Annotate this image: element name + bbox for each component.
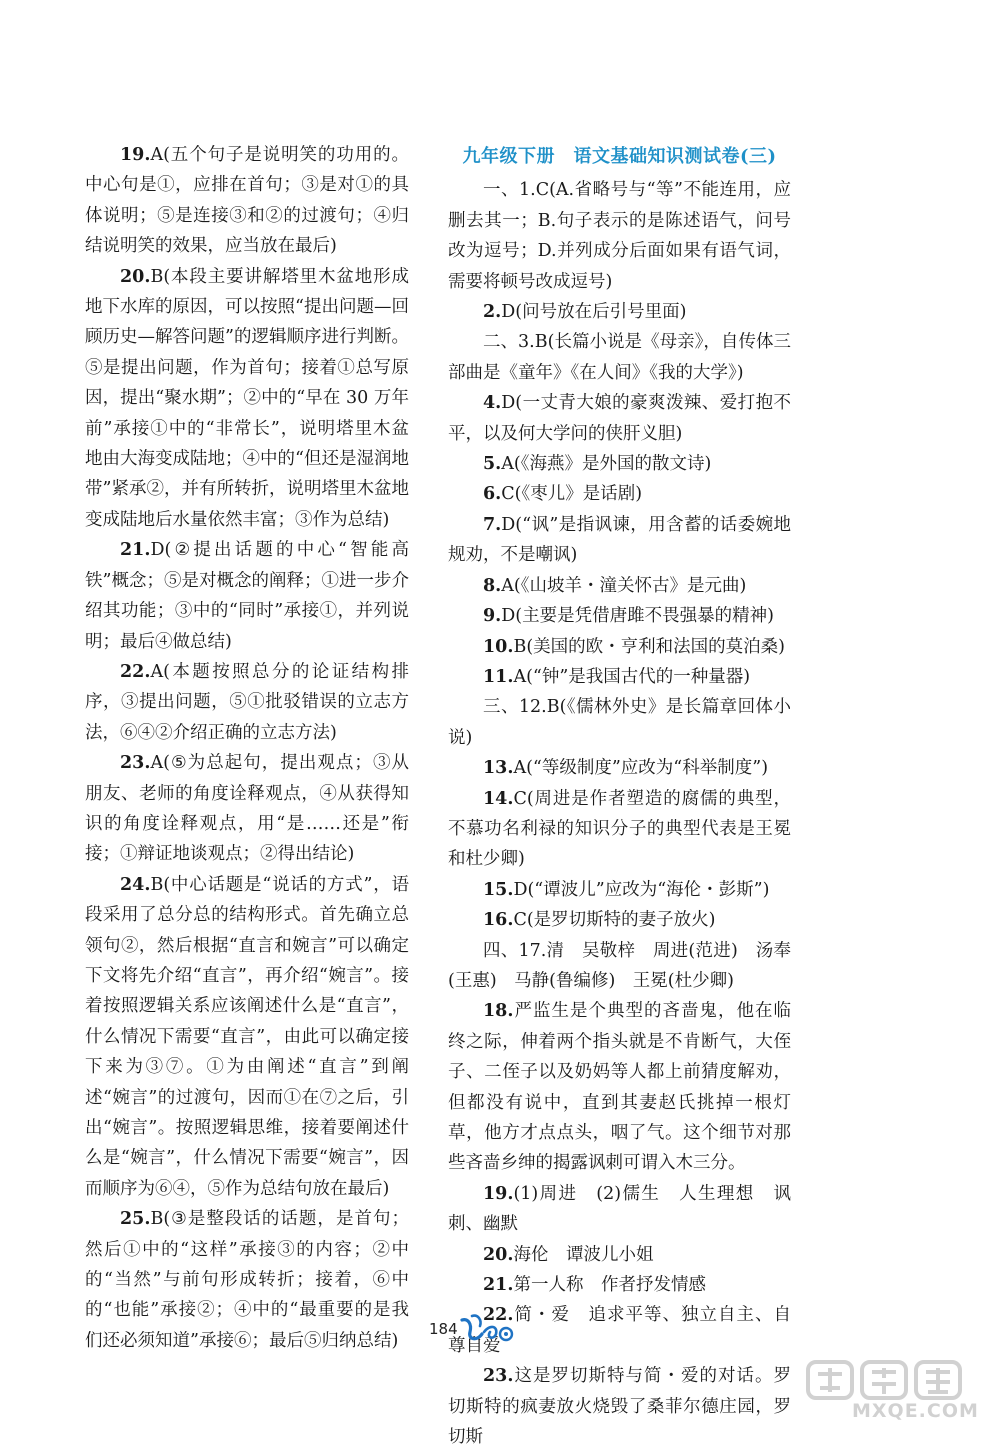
answer-para-r13: 13.A(“等级制度”应改为“科举制度”) [483, 758, 769, 779]
answer-para-r19: 19.(1)周进 (2)儒生 人生理想 讽刺、幽默 [448, 1183, 791, 1235]
answer-para-25: 25.B(③是整段话的话题，是首句；然后①中的“这样”承接③的内容；②中的“当然”与前句形成转折；接着，⑥中的“也能”承接②；④中的“最重要的是我们还必须知道”承接⑥；最后⑤归纳总结) [85, 1209, 409, 1351]
answer-para-r5: 5.A(《海燕》是外国的散文诗) [483, 454, 712, 475]
answer-para-r3: 二、3.B(长篇小说是《母亲》，自传体三部曲是《童年》《在人间》《我的大学》) [448, 332, 791, 383]
answer-para-r20: 20.海伦 谭波儿小姐 [483, 1244, 654, 1265]
answer-para-r7: 7.D(“讽”是指讽谏，用含蓄的话委婉地规劝，不是嘲讽) [448, 514, 791, 566]
answer-para-r14: 14.C(周进是作者塑造的腐儒的典型，不慕功名利禄的知识分子的典型代表是王冕和杜少卿) [448, 788, 791, 870]
answer-para-22: 22.A(本题按照总分的论证结构排序，③提出问题，⑤①批驳错误的立志方法，⑥④②介绍正确的立志方法) [85, 661, 409, 743]
right-column [448, 140, 791, 1452]
answer-para-r22: 22.简・爱 追求平等、独立自主、自尊自爱 [448, 1305, 791, 1356]
answer-para-23: 23.A(⑤为总起句，提出观点；③从朋友、老师的角度诠释观点，④从获得知识的角度诠释观点，用“是……还是”衔接；①辩证地谈观点；②得出结论) [85, 753, 409, 865]
answer-para-r15: 15.D(“谭波儿”应改为“海伦・彭斯”) [483, 879, 770, 900]
answer-para-r10: 10.B(美国的欧・亨利和法国的莫泊桑) [483, 636, 785, 657]
watermark [800, 1358, 995, 1436]
watermark-logo-icon [800, 1358, 995, 1406]
answer-para-r23: 23.这是罗切斯特与简・爱的对话。罗切斯特的疯妻放火烧毁了桑菲尔德庄园，罗切斯 [448, 1366, 791, 1448]
answer-para-24: 24.B(中心话题是“说话的方式”，语段采用了总分总的结构形式。首先确立总领句②，然后根据“直言和婉言”可以确定下文将先介绍“直言”，再介绍“婉言”。接着按照逻辑关系应该阐述什么是“直言”，什么情况下需要“直言”，由此可以确定接下来为③⑦。①为由阐述“直言”到阐述“婉言”的过渡句，因而①在⑦之后，引出“婉言”。按照逻辑思维，接着要阐述什么是“婉言”，什么情况下需要“婉言”，因而顺序为⑥④，⑤作为总结句放在最后) [85, 874, 409, 1199]
answer-para-r9: 9.D(主要是凭借唐雎不畏强暴的精神) [483, 606, 774, 627]
answer-para-r4: 4.D(一丈青大娘的豪爽泼辣、爱打抱不平，以及何大学问的侠肝义胆) [448, 393, 791, 444]
answer-para-r12: 三、12.B(《儒林外史》是长篇章回体小说) [448, 697, 791, 748]
answer-para-r21: 21.第一人称 作者抒发情感 [483, 1275, 706, 1296]
page-footer [0, 1312, 1000, 1352]
answer-para-r18: 18.严监生是个典型的吝啬鬼，他在临终之际，伸着两个指头就是不肯断气，大侄子、二侄子以及奶妈等人都上前猜度解劝，但都没有说中，直到其妻赵氏挑掉一根灯草，他方才点点头，咽了气。这个细节对那些吝啬乡绅的揭露讽刺可谓入木三分。 [448, 1001, 791, 1174]
answer-para-r1: 一、1.C(A.省略号与“等”不能连用，应删去其一；B.句子表示的是陈述语气，问号改为逗号；D.并列成分后面如果有语气词，需要将顿号改成逗号) [448, 180, 791, 292]
watermark-text: MXQE.COM [852, 1400, 979, 1422]
answer-para-19: 19.A(五个句子是说明笑的功用的。中心句是①，应排在首句；③是对①的具体说明；⑤是连接③和②的过渡句；④归结说明笑的效果，应当放在最后) [85, 145, 409, 257]
page-number: 184 [429, 1320, 458, 1338]
section-title: 九年级下册 语文基础知识测试卷(三) [462, 146, 777, 167]
answer-para-r8: 8.A(《山坡羊・潼关怀古》是元曲) [483, 575, 747, 596]
answer-para-r17: 四、17.清 吴敬梓 周进(范进) 汤奉(王惠) 马静(鲁编修) 王冕(杜少卿) [448, 940, 791, 991]
left-column [85, 140, 409, 1356]
answer-para-r11: 11.A(“钟”是我国古代的一种量器) [483, 666, 751, 687]
answer-para-21: 21.D(②提出话题的中心“智能高铁”概念；⑤是对概念的阐释；①进一步介绍其功能；③中的“同时”承接①，并列说明；最后④做总结) [85, 540, 409, 652]
answer-para-r16: 16.C(是罗切斯特的妻子放火) [483, 910, 716, 931]
publisher-logo-icon [458, 1312, 520, 1346]
answer-para-r2: 2.D(问号放在后引号里面) [483, 302, 687, 323]
answer-para-20: 20.B(本段主要讲解塔里木盆地形成地下水库的原因，可以按照“提出问题—回顾历史—解答问题”的逻辑顺序进行判断。⑤是提出问题，作为首句；接着①总写原因，提出“聚水期”；②中的“早在 30 万年前”承接①中的“非常长”，说明塔里木盆地由大海变成陆地；④中的“但还是湿润地带”紧承②，并有所转折，说明塔里木盆地变成陆地后水量依然丰富；③作为总结) [85, 266, 409, 530]
answer-para-r6: 6.C(《枣儿》是话剧) [483, 484, 643, 505]
